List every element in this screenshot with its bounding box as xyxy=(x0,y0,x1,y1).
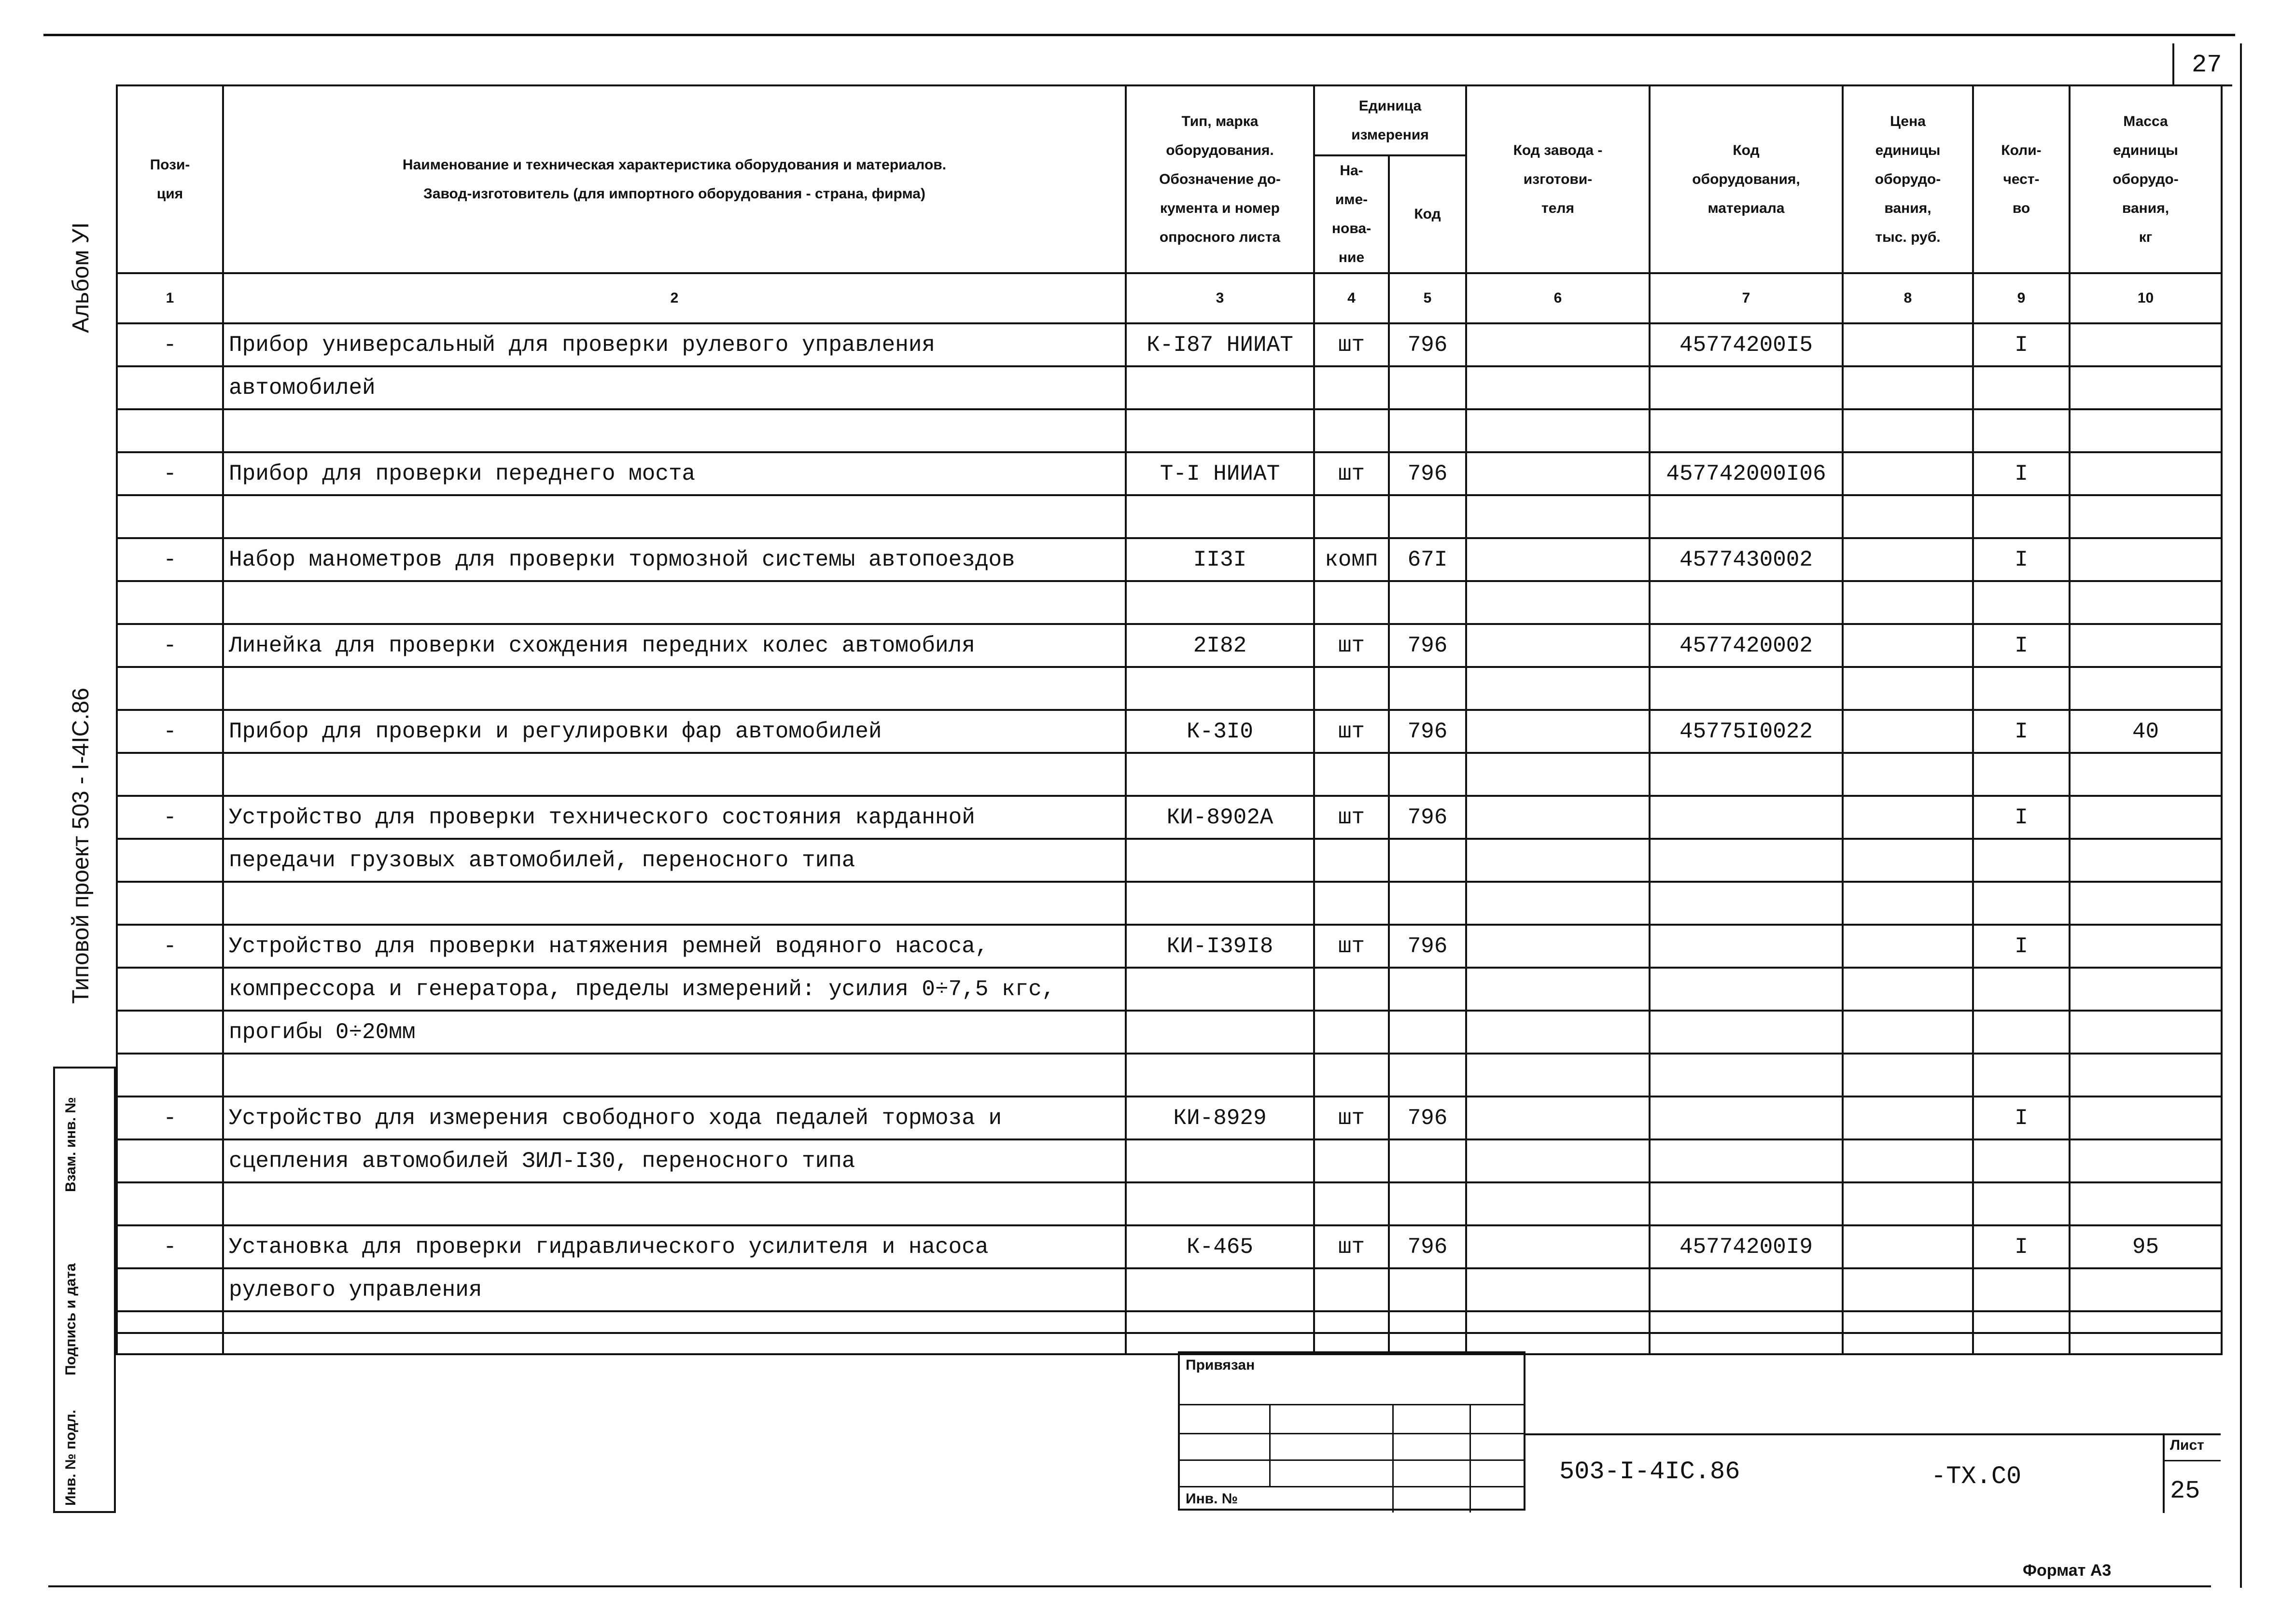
cell-factory xyxy=(1466,839,1650,882)
cell-type xyxy=(1126,753,1314,796)
table-row xyxy=(117,839,2222,882)
cell-equipment-code: 4577420002 xyxy=(1650,624,1843,667)
table-row xyxy=(117,409,2222,452)
cell-mass xyxy=(2070,1268,2222,1311)
column-number: 1 xyxy=(117,273,223,323)
cell-code: 796 xyxy=(1389,624,1466,667)
cell-price xyxy=(1843,366,1973,409)
cell-code: 796 xyxy=(1389,1225,1466,1268)
cell-price xyxy=(1843,495,1973,538)
cell-equipment-code xyxy=(1650,1011,1843,1054)
cell-name: Прибор для проверки и регулировки фар автомобилей xyxy=(223,710,1126,753)
cell-code xyxy=(1389,753,1466,796)
cell-quantity xyxy=(1973,1011,2070,1054)
cell-mass xyxy=(2070,1054,2222,1097)
cell-type: КИ-I39I8 xyxy=(1126,925,1314,968)
header-unit-name: На- име- нова- ние xyxy=(1314,155,1389,273)
cell-name xyxy=(223,1182,1126,1225)
cell-name xyxy=(223,882,1126,925)
cell-unit xyxy=(1314,1054,1389,1097)
cell-mass: 40 xyxy=(2070,710,2222,753)
cell-price xyxy=(1843,1139,1973,1182)
cell-type: Т-I НИИАТ xyxy=(1126,452,1314,495)
cell-name: Прибор для проверки переднего моста xyxy=(223,452,1126,495)
cell-equipment-code: 45774200I9 xyxy=(1650,1225,1843,1268)
cell-code xyxy=(1389,581,1466,624)
cell-quantity xyxy=(1973,1182,2070,1225)
cell-price xyxy=(1843,1054,1973,1097)
cell-type: К-I87 НИИАТ xyxy=(1126,323,1314,366)
cell-price xyxy=(1843,710,1973,753)
cell-name: автомобилей xyxy=(223,366,1126,409)
sheet-number: 25 xyxy=(2170,1477,2200,1505)
column-number: 8 xyxy=(1843,273,1973,323)
cell-name: Линейка для проверки схождения передних колес автомобиля xyxy=(223,624,1126,667)
table-row xyxy=(117,710,2222,753)
cell-unit: шт xyxy=(1314,323,1389,366)
cell-unit xyxy=(1314,1182,1389,1225)
cell-name: Прибор универсальный для проверки рулевого управления xyxy=(223,323,1126,366)
cell-equipment-code xyxy=(1650,1182,1843,1225)
table-row xyxy=(117,925,2222,968)
cell-position xyxy=(117,1182,223,1225)
cell-factory xyxy=(1466,1139,1650,1182)
bottom-rule xyxy=(48,1585,2211,1587)
header-unit: Единица измерения xyxy=(1314,85,1466,155)
cell-type xyxy=(1126,1182,1314,1225)
header-factory-code: Код завода - изготови- теля xyxy=(1466,85,1650,273)
cell-equipment-code xyxy=(1650,925,1843,968)
column-number: 5 xyxy=(1389,273,1466,323)
cell-mass xyxy=(2070,581,2222,624)
cell-type xyxy=(1126,1139,1314,1182)
cell-unit xyxy=(1314,1268,1389,1311)
cell-position: - xyxy=(117,710,223,753)
cell-code xyxy=(1389,968,1466,1011)
table-row xyxy=(117,366,2222,409)
cell-factory xyxy=(1466,753,1650,796)
cell-factory xyxy=(1466,882,1650,925)
column-number: 4 xyxy=(1314,273,1389,323)
binding-grid xyxy=(1180,1404,1525,1405)
equipment-table xyxy=(116,84,2223,1355)
table-row xyxy=(117,882,2222,925)
cell-factory xyxy=(1466,925,1650,968)
cell-factory xyxy=(1466,624,1650,667)
side-project: Типовой проект 503 - I-4IС.86 xyxy=(68,688,94,1004)
cell-equipment-code xyxy=(1650,1097,1843,1139)
table-row xyxy=(117,1225,2222,1268)
cell-equipment-code xyxy=(1650,1054,1843,1097)
cell-code xyxy=(1389,1054,1466,1097)
cell-unit: шт xyxy=(1314,1225,1389,1268)
cell-code xyxy=(1389,1139,1466,1182)
cell-name xyxy=(223,667,1126,710)
cell-type: КИ-8902А xyxy=(1126,796,1314,839)
cell-position: - xyxy=(117,452,223,495)
cell-code: 796 xyxy=(1389,1097,1466,1139)
cell-name xyxy=(223,753,1126,796)
cell-mass xyxy=(2070,366,2222,409)
cell-name: Установка для проверки гидравлического усилителя и насоса xyxy=(223,1225,1126,1268)
cell-mass xyxy=(2070,839,2222,882)
cell-mass xyxy=(2070,624,2222,667)
cell-type xyxy=(1126,1054,1314,1097)
cell-unit: шт xyxy=(1314,452,1389,495)
cell-unit xyxy=(1314,1139,1389,1182)
cell-type xyxy=(1126,968,1314,1011)
cell-unit xyxy=(1314,409,1389,452)
table-row xyxy=(117,968,2222,1011)
cell-factory xyxy=(1466,1182,1650,1225)
cell-position xyxy=(117,581,223,624)
cell-position: - xyxy=(117,796,223,839)
cell-quantity xyxy=(1973,753,2070,796)
cell-mass xyxy=(2070,753,2222,796)
cell-type xyxy=(1126,581,1314,624)
cell-factory xyxy=(1466,796,1650,839)
cell-price xyxy=(1843,323,1973,366)
cell-quantity: I xyxy=(1973,1225,2070,1268)
cell-equipment-code xyxy=(1650,882,1843,925)
table-row xyxy=(117,1097,2222,1139)
document-code: 503-I-4IС.86 xyxy=(1559,1457,1740,1486)
header-type: Тип, марка оборудования. Обозначение до- кумента и номер опросного листа xyxy=(1126,85,1314,273)
cell-factory xyxy=(1466,409,1650,452)
cell-equipment-code: 45775I0022 xyxy=(1650,710,1843,753)
cell-unit xyxy=(1314,839,1389,882)
cell-unit: шт xyxy=(1314,925,1389,968)
cell-price xyxy=(1843,538,1973,581)
cell-type xyxy=(1126,366,1314,409)
cell-mass xyxy=(2070,323,2222,366)
table-row xyxy=(117,1054,2222,1097)
cell-factory xyxy=(1466,968,1650,1011)
cell-name: сцепления автомобилей ЗИЛ-I30, переносного типа xyxy=(223,1139,1126,1182)
cell-type: КИ-8929 xyxy=(1126,1097,1314,1139)
column-number: 6 xyxy=(1466,273,1650,323)
cell-position xyxy=(117,968,223,1011)
cell-position xyxy=(117,409,223,452)
cell-position xyxy=(117,1268,223,1311)
cell-equipment-code xyxy=(1650,366,1843,409)
cell-quantity: I xyxy=(1973,323,2070,366)
cell-quantity: I xyxy=(1973,538,2070,581)
header-mass: Масса единицы оборудо- вания, кг xyxy=(2070,85,2222,273)
top-rule xyxy=(43,34,2235,36)
cell-price xyxy=(1843,839,1973,882)
cell-quantity: I xyxy=(1973,624,2070,667)
cell-code xyxy=(1389,667,1466,710)
cell-position: - xyxy=(117,624,223,667)
cell-mass xyxy=(2070,968,2222,1011)
cell-code: 796 xyxy=(1389,710,1466,753)
cell-unit xyxy=(1314,968,1389,1011)
cell-mass xyxy=(2070,1182,2222,1225)
cell-quantity xyxy=(1973,1054,2070,1097)
cell-mass xyxy=(2070,882,2222,925)
cell-type: II3I xyxy=(1126,538,1314,581)
cell-position xyxy=(117,1011,223,1054)
cell-mass xyxy=(2070,925,2222,968)
cell-quantity xyxy=(1973,667,2070,710)
cell-price xyxy=(1843,796,1973,839)
cell-price xyxy=(1843,1011,1973,1054)
cell-code xyxy=(1389,1011,1466,1054)
cell-mass xyxy=(2070,538,2222,581)
cell-mass xyxy=(2070,495,2222,538)
cell-unit xyxy=(1314,495,1389,538)
cell-code xyxy=(1389,1182,1466,1225)
cell-name xyxy=(223,409,1126,452)
table-row xyxy=(117,667,2222,710)
cell-price xyxy=(1843,753,1973,796)
cell-type xyxy=(1126,409,1314,452)
cell-mass xyxy=(2070,409,2222,452)
cell-code xyxy=(1389,495,1466,538)
side-stamp-3: Взам. инв. № xyxy=(63,1097,79,1192)
cell-unit: шт xyxy=(1314,710,1389,753)
cell-type: 2I82 xyxy=(1126,624,1314,667)
cell-name: компрессора и генератора, пределы измерений: усилия 0÷7,5 кгс, xyxy=(223,968,1126,1011)
binding-label: Привязан xyxy=(1186,1357,1255,1373)
cell-unit: шт xyxy=(1314,624,1389,667)
cell-factory xyxy=(1466,667,1650,710)
cell-type xyxy=(1126,667,1314,710)
cell-price xyxy=(1843,925,1973,968)
cell-factory xyxy=(1466,710,1650,753)
cell-position: - xyxy=(117,1097,223,1139)
cell-quantity xyxy=(1973,968,2070,1011)
cell-equipment-code xyxy=(1650,409,1843,452)
cell-equipment-code xyxy=(1650,968,1843,1011)
cell-code xyxy=(1389,882,1466,925)
column-number: 2 xyxy=(223,273,1126,323)
cell-quantity xyxy=(1973,366,2070,409)
cell-position xyxy=(117,366,223,409)
cell-type xyxy=(1126,495,1314,538)
cell-factory xyxy=(1466,323,1650,366)
sheet-label: Лист xyxy=(2170,1437,2204,1453)
cell-factory xyxy=(1466,1054,1650,1097)
cell-name: Устройство для проверки натяжения ремней водяного насоса, xyxy=(223,925,1126,968)
cell-equipment-code xyxy=(1650,753,1843,796)
cell-factory xyxy=(1466,1097,1650,1139)
stamp-rule xyxy=(116,1332,2221,1334)
cell-unit xyxy=(1314,882,1389,925)
cell-quantity xyxy=(1973,839,2070,882)
side-album: Альбом УI xyxy=(68,222,94,333)
cell-equipment-code: 45774200I5 xyxy=(1650,323,1843,366)
cell-factory xyxy=(1466,1225,1650,1268)
cell-quantity xyxy=(1973,409,2070,452)
cell-code: 796 xyxy=(1389,925,1466,968)
cell-code: 67I xyxy=(1389,538,1466,581)
cell-position xyxy=(117,753,223,796)
cell-position xyxy=(117,882,223,925)
cell-code xyxy=(1389,409,1466,452)
page-number: 27 xyxy=(2192,51,2222,79)
cell-quantity: I xyxy=(1973,452,2070,495)
cell-factory xyxy=(1466,366,1650,409)
cell-factory xyxy=(1466,1011,1650,1054)
table-row xyxy=(117,495,2222,538)
cell-mass xyxy=(2070,1139,2222,1182)
cell-equipment-code: 4577430002 xyxy=(1650,538,1843,581)
cell-name xyxy=(223,495,1126,538)
table-row xyxy=(117,1182,2222,1225)
header-name: Наименование и техническая характеристика оборудования и материалов. Завод-изготовитель (для импортного оборудования - страна, фирма) xyxy=(223,85,1126,273)
cell-name xyxy=(223,581,1126,624)
cell-type xyxy=(1126,1011,1314,1054)
cell-position: - xyxy=(117,538,223,581)
cell-factory xyxy=(1466,1268,1650,1311)
cell-code xyxy=(1389,366,1466,409)
cell-mass xyxy=(2070,1011,2222,1054)
cell-name: Набор манометров для проверки тормозной системы автопоездов xyxy=(223,538,1126,581)
cell-price xyxy=(1843,1225,1973,1268)
header-price: Цена единицы оборудо- вания, тыс. руб. xyxy=(1843,85,1973,273)
cell-equipment-code xyxy=(1650,839,1843,882)
column-number: 3 xyxy=(1126,273,1314,323)
cell-factory xyxy=(1466,581,1650,624)
cell-equipment-code xyxy=(1650,667,1843,710)
cell-quantity: I xyxy=(1973,710,2070,753)
cell-quantity xyxy=(1973,1139,2070,1182)
cell-mass xyxy=(2070,667,2222,710)
cell-position xyxy=(117,495,223,538)
cell-code: 796 xyxy=(1389,796,1466,839)
cell-mass: 95 xyxy=(2070,1225,2222,1268)
header-quantity: Коли- чест- во xyxy=(1973,85,2070,273)
cell-quantity xyxy=(1973,581,2070,624)
table-row xyxy=(117,1011,2222,1054)
cell-equipment-code: 457742000I06 xyxy=(1650,452,1843,495)
cell-price xyxy=(1843,581,1973,624)
cell-equipment-code xyxy=(1650,796,1843,839)
cell-factory xyxy=(1466,538,1650,581)
cell-name: прогибы 0÷20мм xyxy=(223,1011,1126,1054)
cell-unit xyxy=(1314,366,1389,409)
column-number: 10 xyxy=(2070,273,2222,323)
cell-mass xyxy=(2070,452,2222,495)
inv-label: Инв. № xyxy=(1186,1491,1238,1507)
cell-price xyxy=(1843,624,1973,667)
cell-type: К-3I0 xyxy=(1126,710,1314,753)
cell-quantity xyxy=(1973,495,2070,538)
cell-price xyxy=(1843,409,1973,452)
table-row xyxy=(117,753,2222,796)
table-row xyxy=(117,452,2222,495)
cell-type xyxy=(1126,839,1314,882)
cell-price xyxy=(1843,968,1973,1011)
header-position: Пози- ция xyxy=(117,85,223,273)
cell-quantity: I xyxy=(1973,925,2070,968)
cell-name: Устройство для проверки технического состояния карданной xyxy=(223,796,1126,839)
cell-factory xyxy=(1466,452,1650,495)
cell-position xyxy=(117,1139,223,1182)
header-equipment-code: Код оборудования, материала xyxy=(1650,85,1843,273)
side-stamp-2: Подпись и дата xyxy=(63,1263,79,1375)
format-label: Формат А3 xyxy=(2023,1561,2112,1580)
cell-price xyxy=(1843,667,1973,710)
cell-type xyxy=(1126,1268,1314,1311)
table-row xyxy=(117,581,2222,624)
cell-price xyxy=(1843,1097,1973,1139)
cell-equipment-code xyxy=(1650,1139,1843,1182)
cell-unit: комп xyxy=(1314,538,1389,581)
cell-code xyxy=(1389,839,1466,882)
table-row xyxy=(117,796,2222,839)
cell-factory xyxy=(1466,495,1650,538)
cell-quantity xyxy=(1973,1268,2070,1311)
cell-code: 796 xyxy=(1389,452,1466,495)
binding-stamp xyxy=(1178,1351,1525,1511)
cell-unit xyxy=(1314,1011,1389,1054)
cell-quantity: I xyxy=(1973,796,2070,839)
cell-price xyxy=(1843,1268,1973,1311)
cell-unit: шт xyxy=(1314,1097,1389,1139)
cell-position: - xyxy=(117,323,223,366)
table-row xyxy=(117,1268,2222,1311)
cell-mass xyxy=(2070,796,2222,839)
header-unit-code: Код xyxy=(1389,155,1466,273)
column-number: 7 xyxy=(1650,273,1843,323)
cell-name: Устройство для измерения свободного хода педалей тормоза и xyxy=(223,1097,1126,1139)
table-row xyxy=(117,1139,2222,1182)
side-stamp-1: Инв. № подл. xyxy=(63,1409,79,1506)
cell-unit xyxy=(1314,581,1389,624)
table-row xyxy=(117,323,2222,366)
cell-price xyxy=(1843,452,1973,495)
cell-quantity: I xyxy=(1973,1097,2070,1139)
cell-price xyxy=(1843,1182,1973,1225)
column-number: 9 xyxy=(1973,273,2070,323)
cell-name: передачи грузовых автомобилей, переносного типа xyxy=(223,839,1126,882)
cell-unit: шт xyxy=(1314,796,1389,839)
cell-unit xyxy=(1314,753,1389,796)
document-suffix: -ТХ.С0 xyxy=(1931,1462,2022,1491)
cell-position xyxy=(117,1054,223,1097)
cell-position xyxy=(117,667,223,710)
cell-code: 796 xyxy=(1389,323,1466,366)
cell-equipment-code xyxy=(1650,495,1843,538)
cell-price xyxy=(1843,882,1973,925)
cell-position xyxy=(117,839,223,882)
cell-type: К-465 xyxy=(1126,1225,1314,1268)
cell-code xyxy=(1389,1268,1466,1311)
cell-equipment-code xyxy=(1650,1268,1843,1311)
cell-quantity xyxy=(1973,882,2070,925)
cell-name xyxy=(223,1054,1126,1097)
table-row xyxy=(117,538,2222,581)
cell-name: рулевого управления xyxy=(223,1268,1126,1311)
cell-equipment-code xyxy=(1650,581,1843,624)
cell-position: - xyxy=(117,1225,223,1268)
cell-unit xyxy=(1314,667,1389,710)
cell-position: - xyxy=(117,925,223,968)
cell-mass xyxy=(2070,1097,2222,1139)
right-rule xyxy=(2240,43,2242,1588)
cell-type xyxy=(1126,882,1314,925)
table-row xyxy=(117,624,2222,667)
